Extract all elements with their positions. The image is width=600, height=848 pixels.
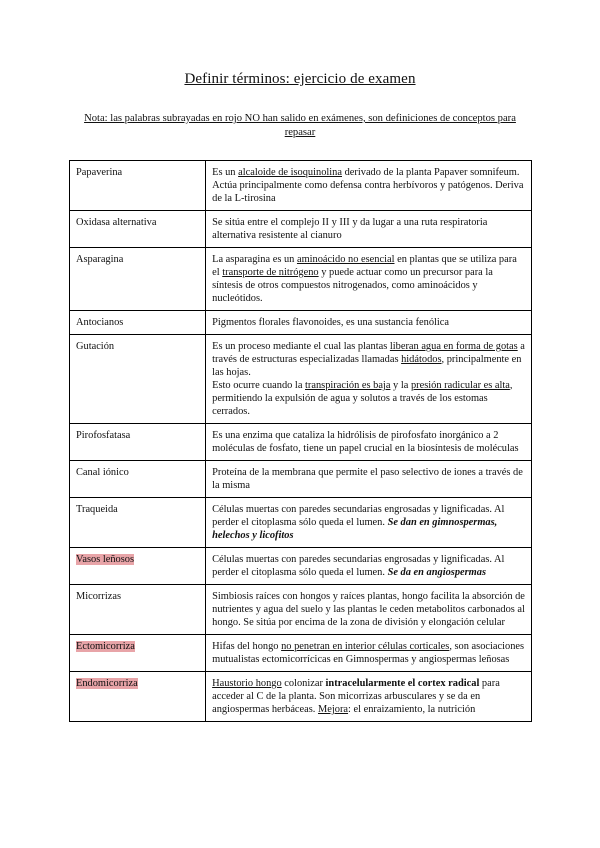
definition-text: La asparagina es un [212, 254, 297, 265]
definition-cell [206, 248, 532, 311]
table-row [70, 335, 532, 424]
term-cell [70, 161, 206, 211]
term-cell [70, 424, 206, 461]
table-row [70, 548, 532, 585]
table-row [70, 585, 532, 635]
definition-cell [206, 424, 532, 461]
definition-cell [206, 585, 532, 635]
term-cell [70, 585, 206, 635]
term-label: Ectomicorriza [76, 641, 135, 652]
definition-text: , principalmente en las hojas. [212, 354, 522, 378]
definition-text: derivado de la planta Papaver somnifeum. Actúa principalmente como defensa contra herbívoros y patógenos. Deriva de la L-tirosina [212, 167, 524, 204]
definition-text: Se sitúa entre el complejo II y III y da lugar a una ruta respiratoria alternativa resistente al cianuro [212, 217, 488, 241]
table-row [70, 248, 532, 311]
term-cell [70, 335, 206, 424]
definition-cell [206, 211, 532, 248]
term-label: Traqueida [76, 504, 118, 515]
term-cell [70, 211, 206, 248]
definition-text: Simbiosis raíces con hongos y raíces plantas, hongo facilita la absorción de nutrientes y agua del suelo y las plantas le ceden metabolitos carbonados al hongo. Se sitúa por encima de la zona de división y elongación celular [212, 591, 525, 628]
underlined-text: transporte de nitrógeno [222, 267, 319, 278]
definition-text: y la [390, 380, 411, 391]
underlined-text: aminoácido no esencial [296, 254, 395, 265]
definition-cell [206, 311, 532, 335]
definition-cell [206, 461, 532, 498]
definition-text: colonizar [281, 678, 326, 689]
definition-text: en plantas que se utiliza para el [212, 254, 517, 278]
term-label: Oxidasa alternativa [76, 217, 157, 228]
definition-cell [206, 335, 532, 424]
table-row [70, 461, 532, 498]
underlined-text: Haustorio hongo [212, 678, 282, 689]
definition-text: Esto ocurre cuando la [212, 380, 306, 391]
table-row [70, 211, 532, 248]
term-label: Gutación [76, 341, 115, 352]
underlined-text: transpiración es baja [305, 380, 391, 391]
term-label: Canal iónico [76, 467, 129, 478]
note: Nota: las palabras subrayadas en rojo NO han salido en exámenes, son definiciones de conceptos para repasar [84, 113, 516, 138]
definition-text: , son asociaciones mutualistas ectomicorrícicas en Gimnospermas y angiospermas leñosas [212, 641, 525, 665]
definition-text: Es un [212, 167, 239, 178]
term-label: Pirofosfatasa [76, 430, 131, 441]
definitions-table [69, 160, 532, 722]
page-title: Definir términos: ejercicio de examen [184, 71, 416, 87]
term-cell [70, 461, 206, 498]
definition-text: a través de estructuras especializadas llamadas [212, 341, 525, 365]
underlined-text: no penetran en interior células corticales [281, 641, 450, 652]
definition-cell [206, 498, 532, 548]
term-label: Antocianos [76, 317, 124, 328]
term-cell [70, 635, 206, 672]
definition-text: Es una enzima que cataliza la hidrólisis de pirofosfato inorgánico a 2 moléculas de fosfato, tiene un papel crucial en la biosíntesis de moléculas [212, 430, 519, 454]
definition-text: Células muertas con paredes secundarias engrosadas y lignificadas. Al perder el citoplasma sólo queda el lumen. [212, 554, 505, 578]
term-label: Papaverina [76, 167, 123, 178]
definition-cell [206, 161, 532, 211]
definition-text: Es un proceso mediante el cual las plantas [212, 341, 390, 352]
term-cell [70, 248, 206, 311]
underlined-text: Mejora [318, 704, 349, 715]
table-row [70, 672, 532, 722]
term-label: Endomicorriza [76, 678, 138, 689]
table-row [70, 424, 532, 461]
bold-text: Se dan en gimnospermas, helechos y licofitos [212, 517, 498, 541]
bold-text: Se da en angiospermas [387, 567, 486, 578]
table-row [70, 161, 532, 211]
table-row [70, 635, 532, 672]
definition-text: Hifas del hongo [212, 641, 282, 652]
bold-text: intracelularmente el cortex radical [325, 678, 480, 689]
term-cell [70, 548, 206, 585]
term-cell [70, 498, 206, 548]
definition-text: : el enraizamiento, la nutrición [348, 704, 476, 715]
definition-cell [206, 672, 532, 722]
term-label: Asparagina [76, 254, 124, 265]
definition-text: Células muertas con paredes secundarias engrosadas y lignificadas. Al perder el citoplasma sólo queda el lumen. [212, 504, 505, 528]
definition-text: Proteína de la membrana que permite el paso selectivo de iones a través de la misma [212, 467, 523, 491]
definitions-table-body [70, 161, 532, 722]
underlined-text: liberan agua en forma de gotas [389, 341, 518, 352]
underlined-text: alcaloide de isoquinolina [238, 167, 342, 178]
term-label: Micorrizas [76, 591, 122, 602]
underlined-text: hidátodos [401, 354, 442, 365]
definition-cell [206, 635, 532, 672]
term-cell [70, 672, 206, 722]
definition-text: Pigmentos florales flavonoides, es una sustancia fenólica [212, 317, 450, 328]
definition-cell [206, 548, 532, 585]
definition-text: y puede actuar como un precursor para la síntesis de otros compuestos nitrogenados, como aminoácidos y nucleótidos. [212, 267, 493, 304]
table-row [70, 498, 532, 548]
underlined-text: presión radicular es alta [410, 380, 510, 391]
term-cell [70, 311, 206, 335]
definition-text: para acceder al C de la planta. Son micorrizas arbusculares y se da en angiospermas herbáceas. [212, 678, 500, 715]
table-row [70, 311, 532, 335]
definition-text: , permitiendo la expulsión de agua y solutos a través de los estomas cerrados. [212, 380, 513, 417]
term-label: Vasos leñosos [76, 554, 135, 565]
